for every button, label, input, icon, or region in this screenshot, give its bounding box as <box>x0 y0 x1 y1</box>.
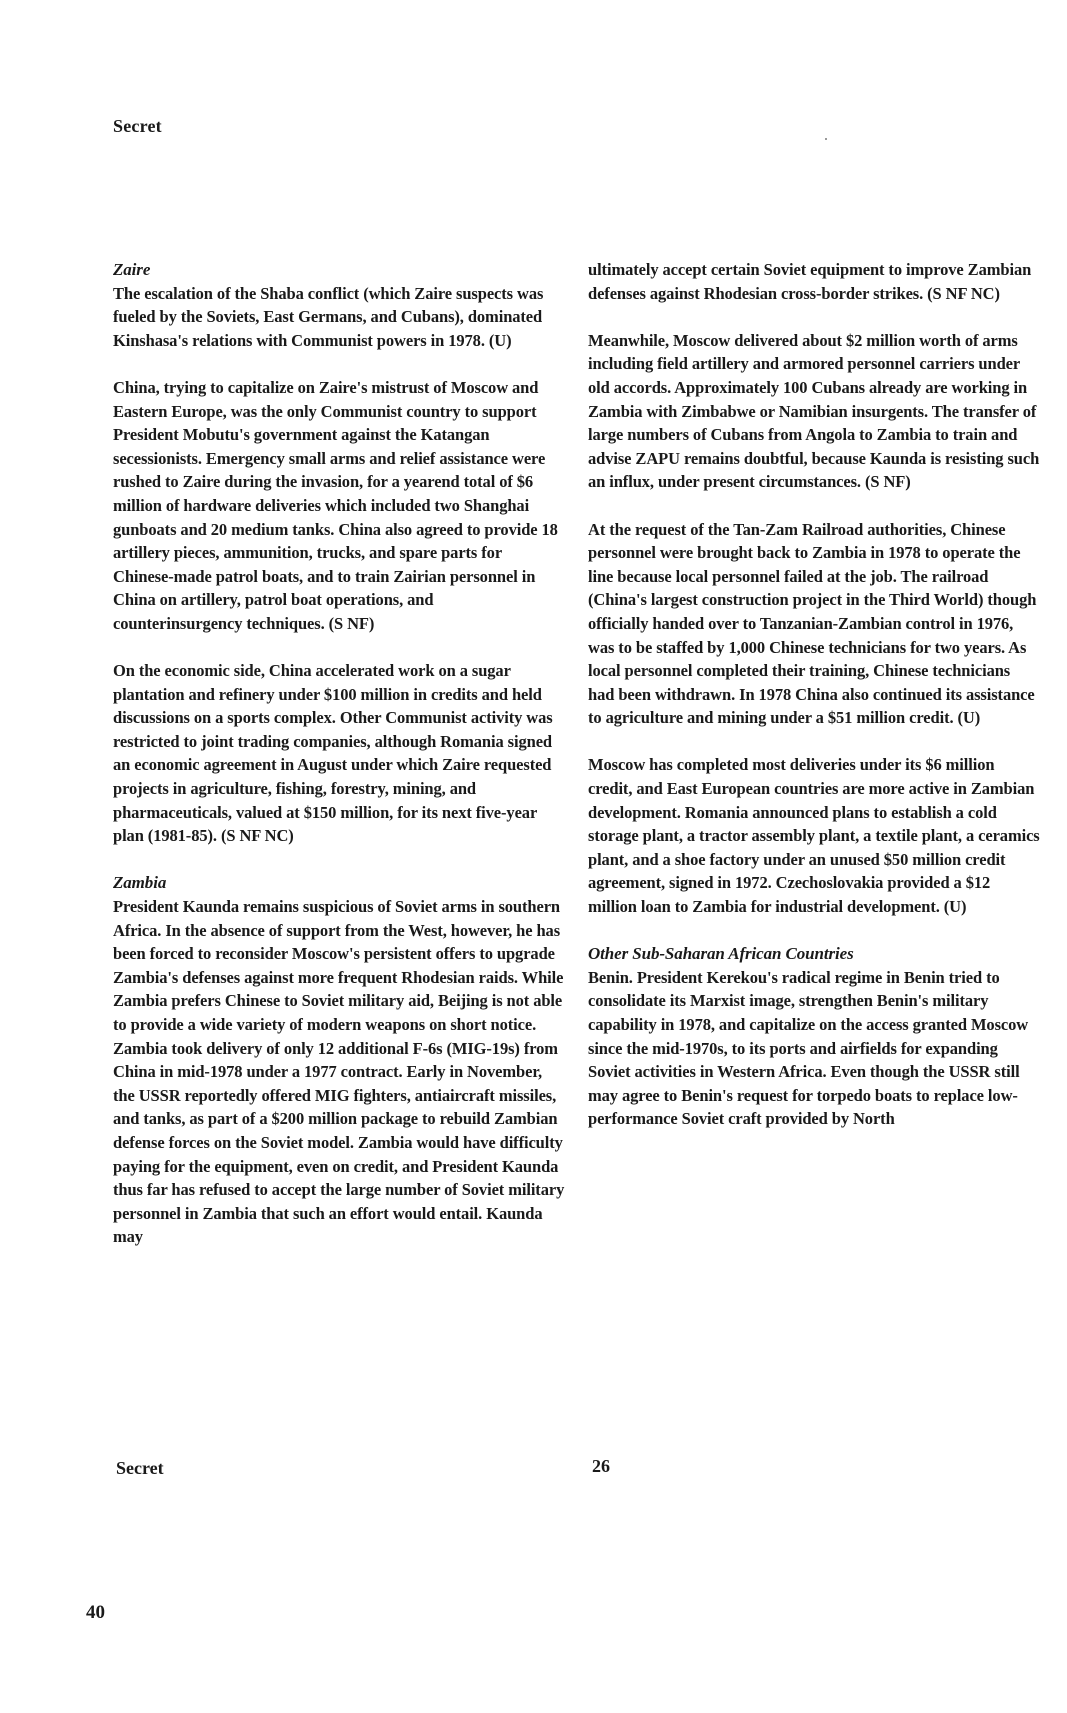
zaire-paragraph-3: On the economic side, China accelerated work on a sugar plantation and refinery under $100 million in credits and held discussions on a sports complex. Other Communist activity was restricted to joint trading companies, although Romania signed an economic agreement in August under which Zaire requested projects in agriculture, fishing, forestry, mining, and pharmaceuticals, valued at $150 million, for its next five-year plan (1981-85). (S NF NC) <box>113 661 553 846</box>
left-column <box>113 258 565 1273</box>
zambia-paragraph-1: President Kaunda remains suspicious of Soviet arms in southern Africa. In the absence of support from the West, however, he has been forced to reconsider Moscow's persistent offers to upgrade Zambia's defenses against more frequent Rhodesian raids. While Zambia prefers Chinese to Soviet military aid, Beijing is not able to provide a wide variety of modern weapons on short notice. Zambia took delivery of only 12 additional F-6s (MIG-19s) from China in mid-1978 under a 1977 contract. Early in November, the USSR reportedly offered MIG fighters, antiaircraft missiles, and tanks, as part of a $200 million package to rebuild Zambian defense forces on the Soviet model. Zambia would have difficulty paying for the equipment, even on credit, and President Kaunda thus far has refused to accept the large number of Soviet military personnel in Zambia that such an effort would entail. Kaunda may <box>113 897 565 1247</box>
section-heading-zaire: Zaire <box>113 260 151 279</box>
archive-page-number: 40 <box>86 1602 105 1623</box>
header-classification: Secret <box>113 116 162 136</box>
zaire-paragraph-2: China, trying to capitalize on Zaire's mistrust of Moscow and Eastern Europe, was the only Communist country to support President Mobutu's government against the Katangan secessionists. Emergency small arms and relief assistance were rushed to Zaire during the invasion, for a yearend total of $6 million of hardware deliveries which included two Shanghai gunboats and 20 medium tanks. China also agreed to provide 18 artillery pieces, ammunition, trucks, and spare parts for Chinese-made patrol boats, and to train Zairian personnel in China on artillery, patrol boat operations, and counterinsurgency techniques. (S NF) <box>113 377 558 633</box>
zambia-paragraph-5: Moscow has completed most deliveries under its $6 million credit, and East European countries are more active in Zambian development. Romania announced plans to establish a cold storage plant, a tractor assembly plant, a textile plant, a ceramics plant, and a shoe factory under an unused $50 million credit agreement, signed in 1972. Czechoslovakia provided a $12 million loan to Zambia for industrial development. (U) <box>588 755 1040 917</box>
page-number: 26 <box>592 1456 610 1476</box>
benin-paragraph <box>588 966 1040 1131</box>
benin-runin-heading: Benin. <box>588 967 633 987</box>
benin-text: President Kerekou's radical regime in Benin tried to consolidate its Marxist image, strengthen Benin's military capability in 1978, and capitalize on the access granted Moscow since the mid-1970s, to its ports and airfields for expanding Soviet activities in Western Africa. Even though the USSR still may agree to Benin's request for torpedo boats to replace low-performance Soviet craft provided by North <box>588 967 1029 1129</box>
section-heading-zambia: Zambia <box>113 873 167 893</box>
zambia-paragraph-3: Meanwhile, Moscow delivered about $2 million worth of arms including field artillery and armored personnel carriers under old accords. Approximately 100 Cubans already are working in Zambia with Zimbabwe or Namibian insurgents. The transfer of large numbers of Cubans from Angola to Zambia to train and advise ZAPU remains doubtful, because Kaunda is resisting such an influx, under present circumstances. (S NF) <box>588 330 1040 492</box>
zambia-paragraph-4: At the request of the Tan-Zam Railroad authorities, Chinese personnel were brought back to Zambia in 1978 to operate the line because local personnel failed at the job. The railroad (China's largest construction project in the Third World) though officially handed over to Tanzanian-Zambian control in 1976, was to be staffed by 1,000 Chinese technicians for two years. As local personnel completed their training, Chinese technicians had been withdrawn. In 1978 China also continued its assistance to agriculture and mining under a $51 million credit. (U) <box>588 519 1037 728</box>
section-heading-other-countries: Other Sub-Saharan African Countries <box>588 944 854 964</box>
scan-speck <box>825 138 827 140</box>
footer-classification: Secret <box>116 1458 164 1478</box>
right-column <box>588 258 1040 1155</box>
zaire-paragraph-1: The escalation of the Shaba conflict (which Zaire suspects was fueled by the Soviets, East Germans, and Cubans), dominated Kinshasa's relations with Communist powers in 1978. (U) <box>113 283 544 350</box>
zambia-paragraph-2: ultimately accept certain Soviet equipment to improve Zambian defenses against Rhodesian cross-border strikes. (S NF NC) <box>588 260 1032 303</box>
